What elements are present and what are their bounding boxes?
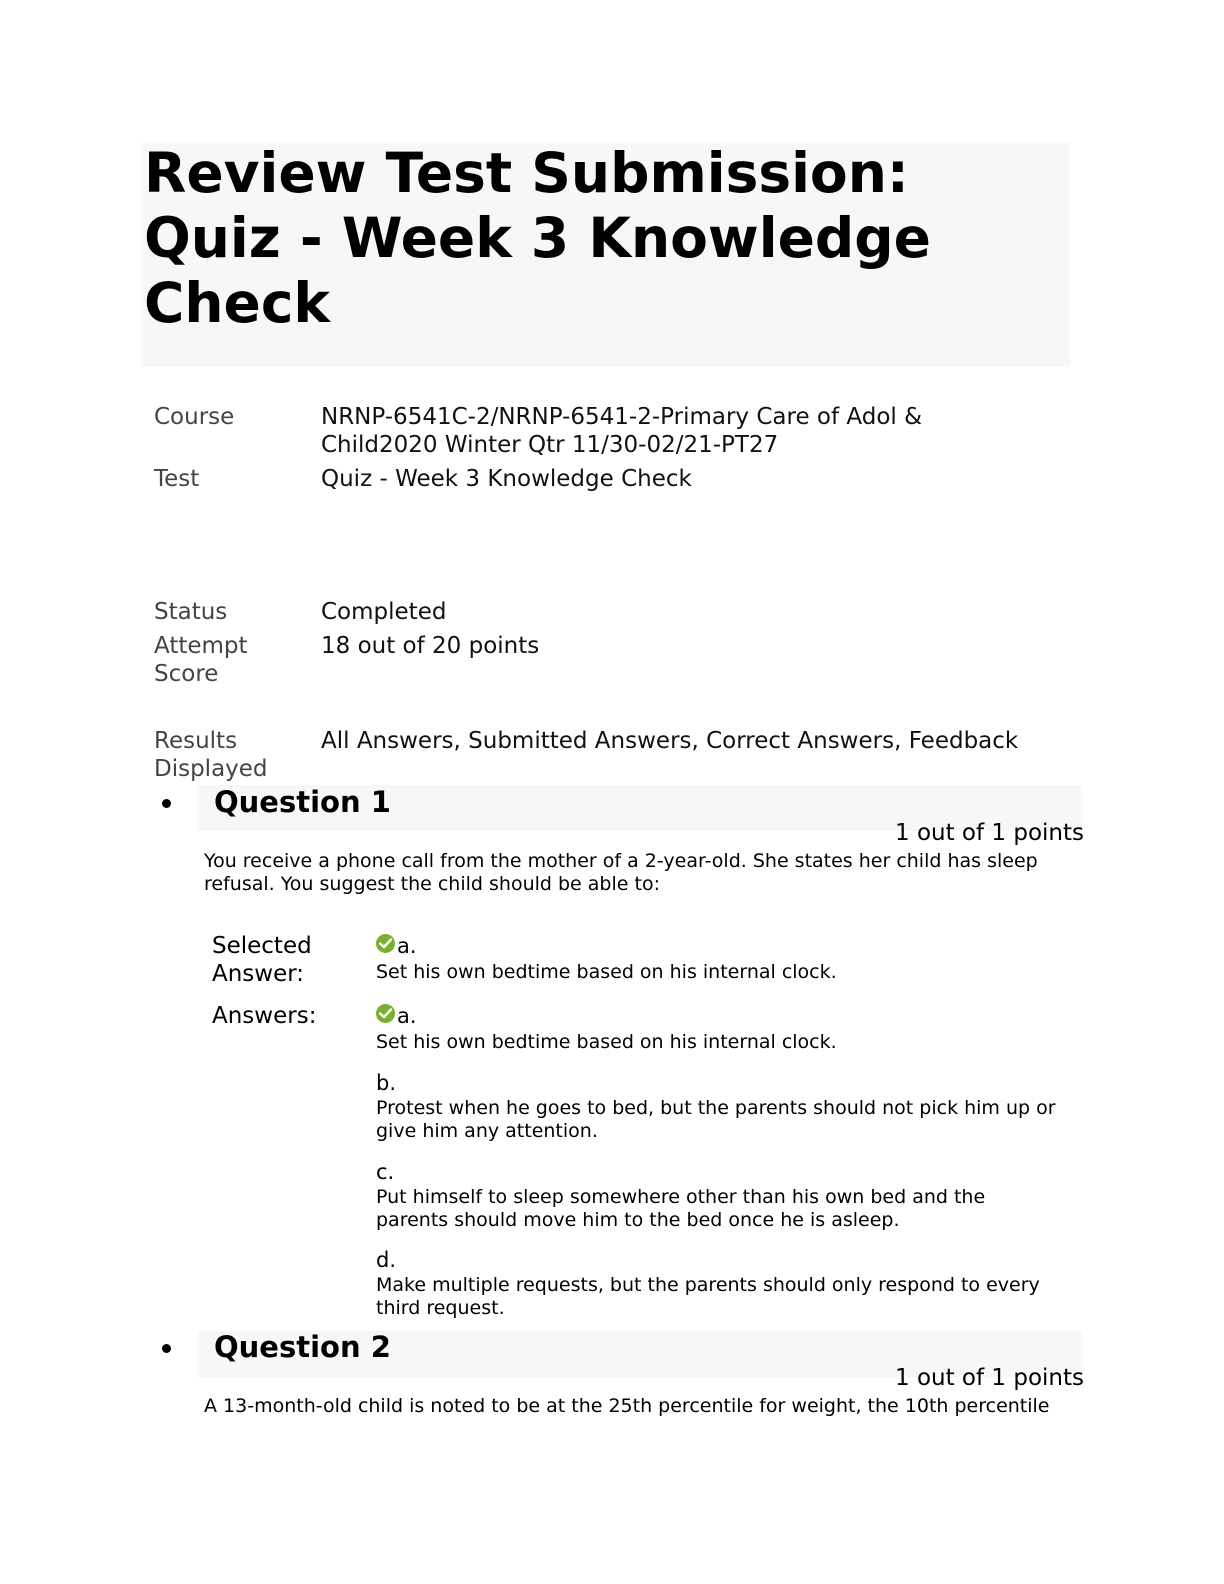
answer-b-letter: b. <box>376 1071 397 1095</box>
test-label: Test <box>154 466 200 492</box>
course-value-line2: Child2020 Winter Qtr 11/30-02/21-PT27 <box>321 432 779 458</box>
answer-a-letter-text: a. <box>397 1004 417 1028</box>
question-title: Question 1 <box>214 785 391 819</box>
answer-c-text-line2: parents should move him to the bed once he is asleep. <box>376 1209 900 1231</box>
results-displayed-value: All Answers, Submitted Answers, Correct Answers, Feedback <box>321 728 1019 754</box>
selected-answer-label-line1: Selected <box>212 933 312 959</box>
answer-d-text-line2: third request. <box>376 1297 505 1319</box>
selected-answer-text: Set his own bedtime based on his internal clock. <box>376 961 837 983</box>
test-value: Quiz - Week 3 Knowledge Check <box>321 466 692 492</box>
selected-answer-label-line2: Answer: <box>212 961 305 987</box>
answer-b-text-line1: Protest when he goes to bed, but the parents should not pick him up or <box>376 1097 1056 1119</box>
bullet-icon <box>159 1341 175 1357</box>
page-title: Review Test Submission: Quiz - Week 3 Knowledge Check <box>144 141 931 335</box>
question-title: Question 2 <box>214 1330 391 1364</box>
bullet-icon <box>159 796 175 812</box>
answer-d-letter: d. <box>376 1248 397 1272</box>
selected-answer-letter-text: a. <box>397 934 417 958</box>
results-displayed-label-line1: Results <box>154 728 238 754</box>
course-value-line1: NRNP-6541C-2/NRNP-6541-2-Primary Care of Adol & <box>321 404 923 430</box>
check-circle-icon <box>376 934 395 953</box>
question-points: 1 out of 1 points <box>895 820 1084 846</box>
selected-answer-letter <box>376 934 417 959</box>
answer-c-text-line1: Put himself to sleep somewhere other than his own bed and the <box>376 1186 986 1208</box>
question-text-line1: You receive a phone call from the mother of a 2-year-old. She states her child has sleep <box>204 850 1038 872</box>
answer-d-text-line1: Make multiple requests, but the parents should only respond to every <box>376 1274 1040 1296</box>
question-points: 1 out of 1 points <box>895 1365 1084 1391</box>
course-label: Course <box>154 404 235 430</box>
attempt-score-label-line1: Attempt <box>154 633 248 659</box>
answer-a-text: Set his own bedtime based on his internal clock. <box>376 1031 837 1053</box>
question-text-line1: A 13-month-old child is noted to be at the 25th percentile for weight, the 10th percentile <box>204 1395 1050 1417</box>
status-label: Status <box>154 599 228 625</box>
answer-a-letter <box>376 1004 417 1029</box>
question-text-line2: refusal. You suggest the child should be able to: <box>204 873 660 895</box>
results-displayed-label-line2: Displayed <box>154 756 268 782</box>
answer-c-letter: c. <box>376 1160 395 1184</box>
answer-b-text-line2: give him any attention. <box>376 1120 598 1142</box>
attempt-score-label-line2: Score <box>154 661 219 687</box>
status-value: Completed <box>321 599 447 625</box>
answers-label: Answers: <box>212 1003 317 1029</box>
attempt-score-value: 18 out of 20 points <box>321 633 540 659</box>
check-circle-icon <box>376 1004 395 1023</box>
